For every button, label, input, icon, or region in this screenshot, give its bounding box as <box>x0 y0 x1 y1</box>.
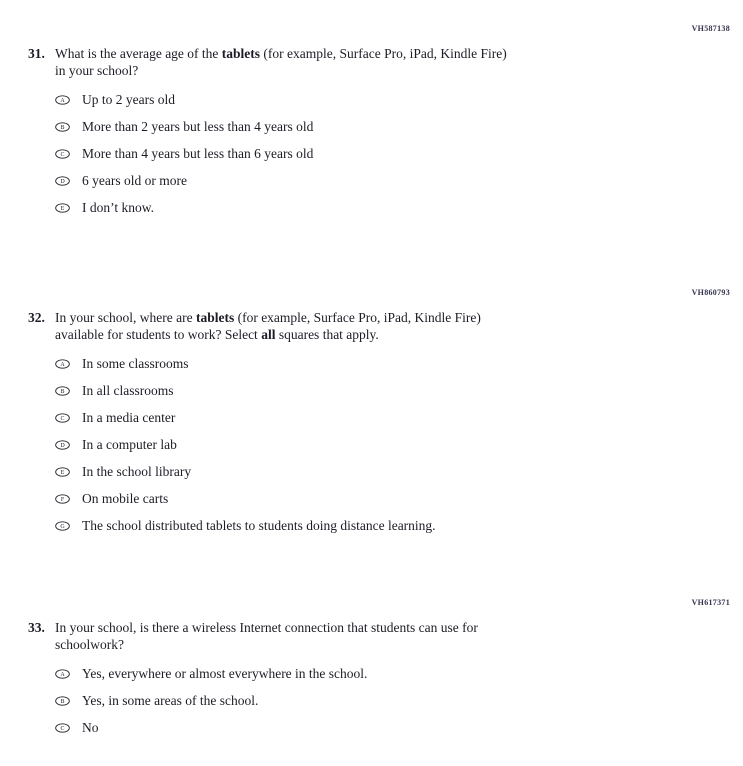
answer-bubble-icon[interactable] <box>55 467 70 477</box>
answer-option[interactable] <box>55 120 730 134</box>
svg-text:A: A <box>60 362 65 369</box>
answer-bubble-icon[interactable] <box>55 386 70 396</box>
answer-option-label: Yes, everywhere or almost everywhere in the school. <box>82 666 368 681</box>
svg-text:E: E <box>60 470 65 477</box>
answer-bubble-icon[interactable] <box>55 440 70 450</box>
question-row <box>28 619 730 653</box>
svg-text:E: E <box>60 206 65 213</box>
question-number: 33. <box>28 620 45 635</box>
answer-bubble-icon[interactable] <box>55 696 70 706</box>
answer-option[interactable] <box>55 411 730 425</box>
answer-bubble-icon[interactable] <box>55 494 70 504</box>
answer-bubble-icon[interactable] <box>55 723 70 733</box>
answer-bubble-icon[interactable] <box>55 122 70 132</box>
question-row <box>28 309 730 343</box>
prompt-text: in your school? <box>55 63 139 78</box>
answer-bubble-icon[interactable] <box>55 149 70 159</box>
questions-container <box>28 24 730 735</box>
svg-text:G: G <box>60 524 65 531</box>
question-prompt <box>55 45 507 79</box>
answer-option-label: Up to 2 years old <box>82 92 175 107</box>
answer-option-label: In the school library <box>82 464 192 479</box>
accession-code: VH587138 <box>691 24 730 33</box>
answer-option[interactable] <box>55 465 730 479</box>
prompt-text: squares that apply. <box>275 327 379 342</box>
prompt-text: schoolwork? <box>55 637 124 652</box>
answer-bubble-icon[interactable] <box>55 521 70 531</box>
svg-text:B: B <box>60 389 65 396</box>
svg-text:D: D <box>60 443 65 450</box>
question-number: 31. <box>28 46 45 61</box>
answer-option[interactable] <box>55 519 730 533</box>
answer-option[interactable] <box>55 438 730 452</box>
answer-option[interactable] <box>55 694 730 708</box>
question-row <box>28 45 730 79</box>
options-list <box>55 357 730 533</box>
answer-bubble-icon[interactable] <box>55 203 70 213</box>
question-block <box>28 598 730 735</box>
prompt-text: In your school, where are <box>55 310 196 325</box>
prompt-text: What is the average age of the <box>55 46 222 61</box>
svg-text:A: A <box>60 98 65 105</box>
svg-text:C: C <box>60 726 65 733</box>
answer-option[interactable] <box>55 667 730 681</box>
svg-text:D: D <box>60 179 65 186</box>
answer-option-label: In some classrooms <box>82 356 189 371</box>
question-number: 32. <box>28 310 45 325</box>
question-prompt <box>55 309 481 343</box>
answer-option-label: On mobile carts <box>82 491 169 506</box>
prompt-text-bold: all <box>261 327 276 342</box>
answer-option[interactable] <box>55 384 730 398</box>
answer-option-label: In a computer lab <box>82 437 177 452</box>
accession-code: VH617371 <box>691 598 730 607</box>
answer-option-label: More than 4 years but less than 6 years old <box>82 146 314 161</box>
prompt-text: (for example, Surface Pro, iPad, Kindle Fire) <box>260 46 507 61</box>
prompt-text: In your school, is there a wireless Internet connection that students can use for <box>55 620 478 635</box>
answer-option[interactable] <box>55 174 730 188</box>
svg-text:C: C <box>60 152 65 159</box>
answer-option[interactable] <box>55 201 730 215</box>
answer-option-label: More than 2 years but less than 4 years old <box>82 119 314 134</box>
answer-bubble-icon[interactable] <box>55 669 70 679</box>
svg-text:C: C <box>60 416 65 423</box>
answer-option[interactable] <box>55 721 730 735</box>
prompt-text-bold: tablets <box>221 46 261 61</box>
question-prompt <box>55 619 478 653</box>
answer-option[interactable] <box>55 93 730 107</box>
prompt-text-bold: tablets <box>195 310 235 325</box>
answer-bubble-icon[interactable] <box>55 359 70 369</box>
answer-option[interactable] <box>55 147 730 161</box>
svg-text:B: B <box>60 699 65 706</box>
question-block <box>28 24 730 215</box>
answer-option-label: In all classrooms <box>82 383 174 398</box>
svg-text:B: B <box>60 125 65 132</box>
svg-text:A: A <box>60 672 65 679</box>
prompt-text: available for students to work? Select <box>55 327 262 342</box>
answer-option-label: I don’t know. <box>82 200 154 215</box>
answer-bubble-icon[interactable] <box>55 413 70 423</box>
answer-option[interactable] <box>55 357 730 371</box>
prompt-text: (for example, Surface Pro, iPad, Kindle Fire) <box>234 310 481 325</box>
svg-text:F: F <box>60 497 65 504</box>
options-list <box>55 667 730 735</box>
question-block <box>28 288 730 533</box>
answer-option-label: The school distributed tablets to students doing distance learning. <box>82 518 436 533</box>
answer-option-label: Yes, in some areas of the school. <box>82 693 259 708</box>
options-list <box>55 93 730 215</box>
answer-option-label: In a media center <box>82 410 176 425</box>
answer-option-label: 6 years old or more <box>82 173 187 188</box>
accession-code: VH860793 <box>691 288 730 297</box>
answer-option[interactable] <box>55 492 730 506</box>
answer-bubble-icon[interactable] <box>55 176 70 186</box>
answer-option-label: No <box>82 720 99 735</box>
answer-bubble-icon[interactable] <box>55 95 70 105</box>
